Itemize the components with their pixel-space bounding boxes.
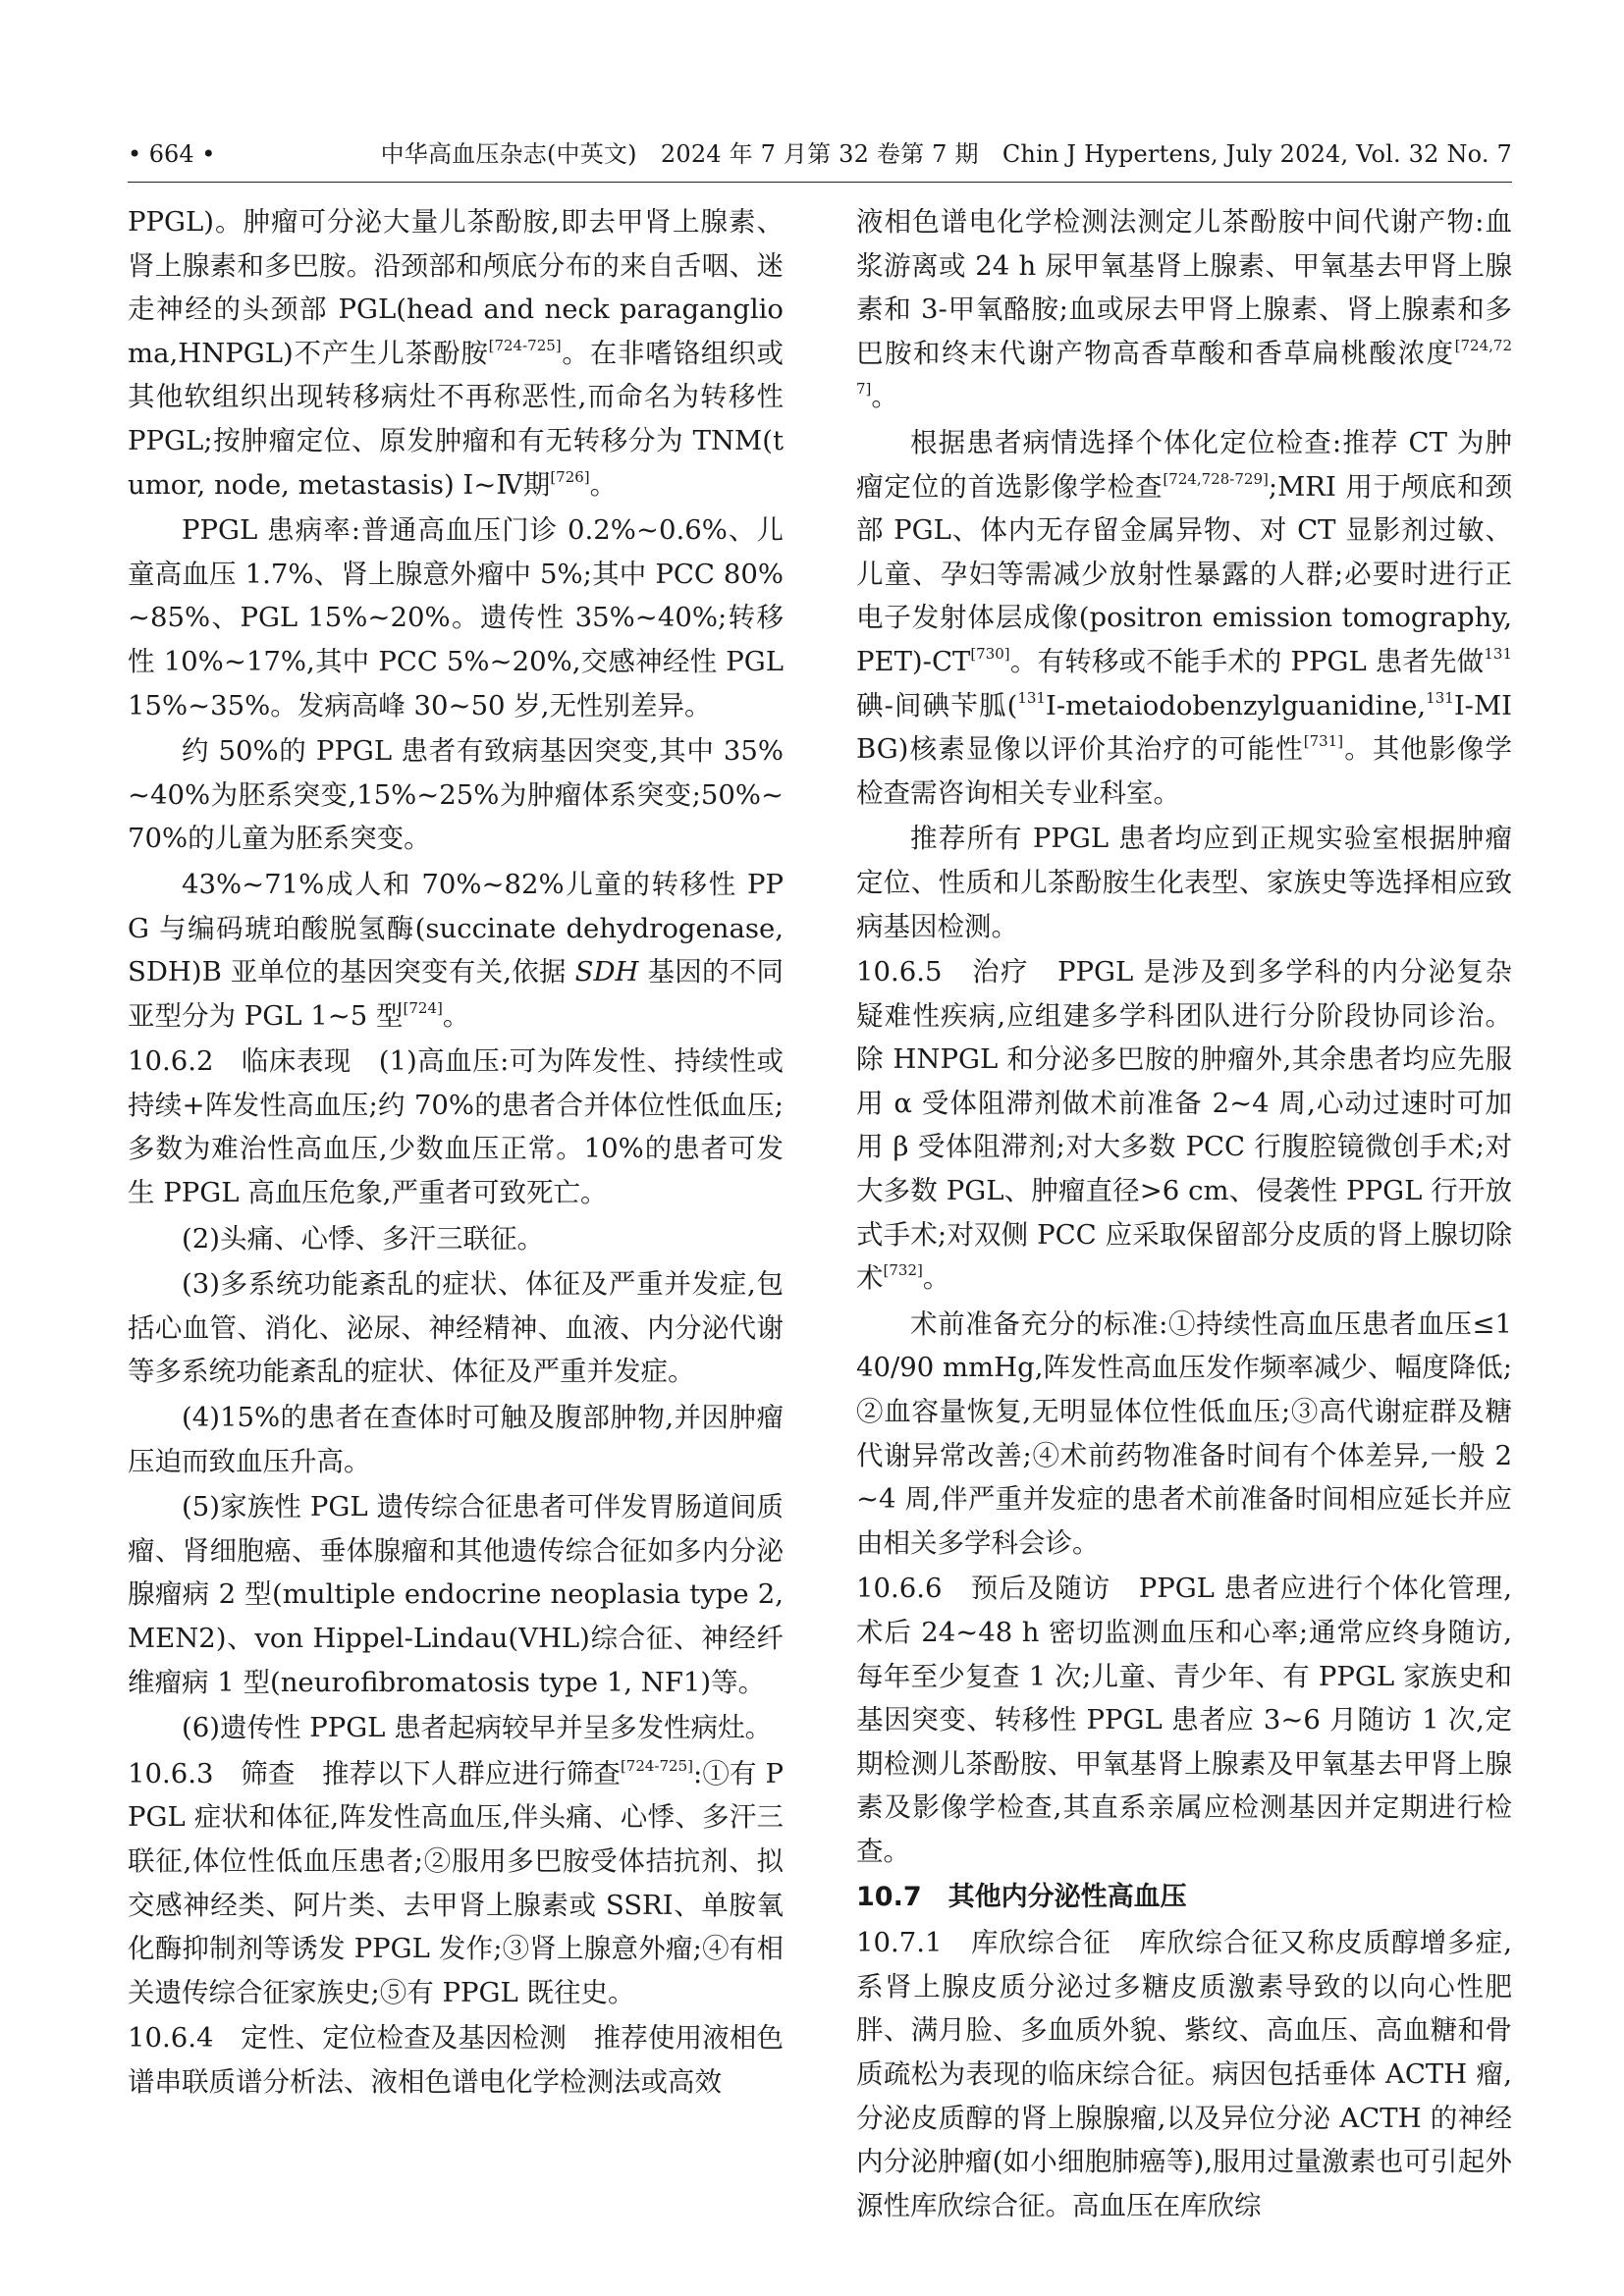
paragraph-imaging: 根据患者病情选择个体化定位检查:推荐 CT 为肿瘤定位的首选影像学检查[724,728-729];MRI 用于颅底和颈部 PGL、体内无存留金属异物、对 CT 显影剂过敏、儿童、孕妇等需减少放射性暴露的人群;必要时进行正电子发射体层成像(positron emission tomography, PET)-CT[730]。有转移或不能手术的 PPGL 患者先做$^{131}$碘-间碘苄胍($^{131}$I-metaiodobenzylguanidine,$^{131}$I-MIBG)核素显像以评价其治疗的可能性[731]。其他影像学检查需咨询相关专业科室。 [856, 426, 1513, 809]
reference-mark[interactable]: [730] [970, 644, 1010, 663]
paragraph-triad: (2)头痛、心悸、多汗三联征。 [182, 1222, 544, 1255]
reference-mark[interactable]: [732] [883, 1261, 923, 1280]
right-column [856, 200, 1512, 2229]
section-heading: 10.6.6 预后及随访 [856, 1573, 1139, 1605]
section-10-6-2: 10.6.2 临床表现 (1)高血压:可为阵发性、持续性或持续+阵发性高血压;约 70%的患者合并体位性低血压;多数为难治性高血压,少数血压正常。10%的患者可发生 PPGL 高血压危象,严重者可致死亡。 [128, 1045, 785, 1209]
paragraph-multisystem: (3)多系统功能紊乱的症状、体征及严重并发症,包括心血管、消化、泌尿、神经精神、血液、内分泌代谢等多系统功能紊乱的症状、体征及严重并发症。 [128, 1268, 784, 1388]
running-header [128, 134, 1512, 174]
isotope-mark: 131 [1484, 644, 1512, 663]
paragraph-genetics: 约 50%的 PPGL 患者有致病基因突变,其中 35%~40%为胚系突变,15%~25%为肿瘤体系突变;50%~70%的儿童为胚系突变。 [128, 735, 784, 855]
section-10-6-6: 10.6.6 预后及随访 PPGL 患者应进行个体化管理,术后 24~48 h 密切监测血压和心率;通常应终身随访,每年至少复查 1 次;儿童、青少年、有 PPGL 家族史和基因突变、转移性 PPGL 患者应 3~6 月随访 1 次,定期检测儿茶酚胺、甲氧基肾上腺素及甲氧基去甲肾上腺素及影像学检查,其直系亲属应检测基因并定期进行检查。 [856, 1573, 1513, 1867]
section-10-7-1: 10.7.1 库欣综合征 库欣综合征又称皮质醇增多症,系肾上腺皮质分泌过多糖皮质激素导致的以向心性肥胖、满月脸、多血质外貌、紫纹、高血压、高血糖和骨质疏松为表现的临床综合征。病因包括垂体 ACTH 瘤,分泌皮质醇的肾上腺腺瘤,以及异位分泌 ACTH 的神经内分泌肿瘤(如小细胞肺癌等),服用过量激素也可引起外源性库欣综合征。高血压在库欣综 [856, 1927, 1512, 2221]
paragraph-prevalence: PPGL 患病率:普通高血压门诊 0.2%~0.6%、儿童高血压 1.7%、肾上腺意外瘤中 5%;其中 PCC 80%~85%、PGL 15%~20%。遗传性 35%~40%;转移性 10%~17%,其中 PCC 5%~20%,交感神经性 PGL 15%~35%。发病高峰 30~50 岁,无性别差异。 [128, 514, 784, 721]
section-10-6-3: 10.6.3 筛查 推荐以下人群应进行筛查[724-725]:①有 PPGL 症状和体征,阵发性高血压,伴头痛、心悸、多汗三联征,体位性低血压患者;②服用多巴胺受体拮抗剂、拟交感神经类、阿片类、去甲肾上腺素或 SSRI、单胺氧化酶抑制剂等诱发 PPGL 发作;③肾上腺意外瘤;④有相关遗传综合征家族史;⑤有 PPGL 既往史。 [128, 1756, 785, 2008]
reference-mark[interactable]: [724,727] [856, 336, 1512, 399]
paragraph-ppgl-intro: PPGL)。肿瘤可分泌大量儿茶酚胺,即去甲肾上腺素、肾上腺素和多巴胺。沿颈部和颅底分布的来自舌咽、迷走神经的头颈部 PGL(head and neck paraganglioma,HNPGL)不产生儿茶酚胺[724-725]。在非嗜铬组织或其他软组织出现转移病灶不再称恶性,而命名为转移性 PPGL;按肿瘤定位、原发肿瘤和有无转移分为 TNM(tumor, node, metastasis) Ⅰ~Ⅳ期[726]。 [128, 206, 784, 501]
paragraph-lab-tests: 液相色谱电化学检测法测定儿茶酚胺中间代谢产物:血浆游离或 24 h 尿甲氧基肾上腺素、甲氧基去甲肾上腺素和 3-甲氧酪胺;血或尿去甲肾上腺素、肾上腺素和多巴胺和终末代谢产物高香草酸和香草扁桃酸浓度[724,727]。 [856, 206, 1512, 413]
reference-mark[interactable]: [724] [403, 998, 443, 1017]
header-rule [128, 182, 1512, 183]
section-10-6-4: 10.6.4 定性、定位检查及基因检测 推荐使用液相色谱串联质谱分析法、液相色谱电化学检测法或高效 [128, 2022, 785, 2098]
journal-citation: 中华高血压杂志(中英文) 2024 年 7 月第 32 卷第 7 期 Chin J Hypertens, July 2024, Vol. 32 No. 7 [380, 140, 1512, 168]
reference-mark[interactable]: [724-725] [488, 336, 562, 354]
paragraph-familial: (5)家族性 PGL 遗传综合征患者可伴发胃肠道间质瘤、肾细胞癌、垂体腺瘤和其他遗传综合征如多内分泌腺瘤病 2 型(multiple endocrine neoplasia type 2, MEN2)、von Hippel-Lindau(VHL)综合征、神经纤维瘤病 1 型(neurofibromatosis type 1, NF1)等。 [128, 1491, 784, 1698]
reference-mark[interactable]: [724-725] [620, 1756, 693, 1775]
reference-mark[interactable]: [726] [550, 467, 590, 486]
page-number: • 664 • [128, 140, 216, 168]
section-heading: 10.6.5 治疗 [856, 956, 1057, 988]
isotope-mark: 131 [1017, 688, 1046, 707]
section-heading: 10.6.2 临床表现 [128, 1045, 379, 1078]
section-heading: 10.6.3 筛查 [128, 1757, 323, 1789]
paragraph-sdh: 43%~71%成人和 70%~82%儿童的转移性 PPG 与编码琥珀酸脱氢酶(succinate dehydrogenase, SDH)B 亚单位的基因突变有关,依据 SDH 基因的不同亚型分为 PGL 1~5 型[724]。 [128, 868, 784, 1032]
section-10-6-5: 10.6.5 治疗 PPGL 是涉及到多学科的内分泌复杂疑难性疾病,应组建多学科团队进行分阶段协同诊治。除 HNPGL 和分泌多巴胺的肿瘤外,其余患者均应先服用 α 受体阻滞剂做术前准备 2~4 周,心动过速时可加用 β 受体阻滞剂;对大多数 PCC 行腹腔镜微创手术;对大多数 PGL、肿瘤直径>6 cm、侵袭性 PPGL 行开放式手术;对双侧 PCC 应采取保留部分皮质的肾上腺切除术[732]。 [856, 956, 1512, 1295]
paragraph-abdominal-mass: (4)15%的患者在查体时可触及腹部肿物,并因肿瘤压迫而致血压升高。 [128, 1402, 784, 1477]
gene-name: SDH [574, 956, 639, 988]
section-heading: 10.7.1 库欣综合征 [856, 1927, 1140, 1959]
paragraph-hereditary: (6)遗传性 PPGL 患者起病较早并呈多发性病灶。 [182, 1712, 773, 1744]
reference-mark[interactable]: [731] [1303, 732, 1344, 751]
reference-mark[interactable]: [724,728-729] [1163, 469, 1269, 488]
isotope-mark: 131 [1426, 688, 1454, 707]
left-column [128, 200, 784, 2107]
paragraph-preop-criteria: 术前准备充分的标准:①持续性高血压患者血压≤140/90 mmHg,阵发性高血压发作频率减少、幅度降低;②血容量恢复,无明显体位性低血压;③高代谢症群及糖代谢异常改善;④术前药物准备时间有个体差异,一般 2~4 周,伴严重并发症的患者术前准备时间相应延长并应由相关多学科会诊。 [856, 1308, 1512, 1559]
section-heading-10-7: 10.7 其他内分泌性高血压 [856, 1881, 1187, 1912]
section-heading: 10.6.4 定性、定位检查及基因检测 [128, 2022, 594, 2055]
paragraph-gene-testing: 推荐所有 PPGL 患者均应到正规实验室根据肿瘤定位、性质和儿茶酚胺生化表型、家族史等选择相应致病基因检测。 [856, 823, 1512, 942]
